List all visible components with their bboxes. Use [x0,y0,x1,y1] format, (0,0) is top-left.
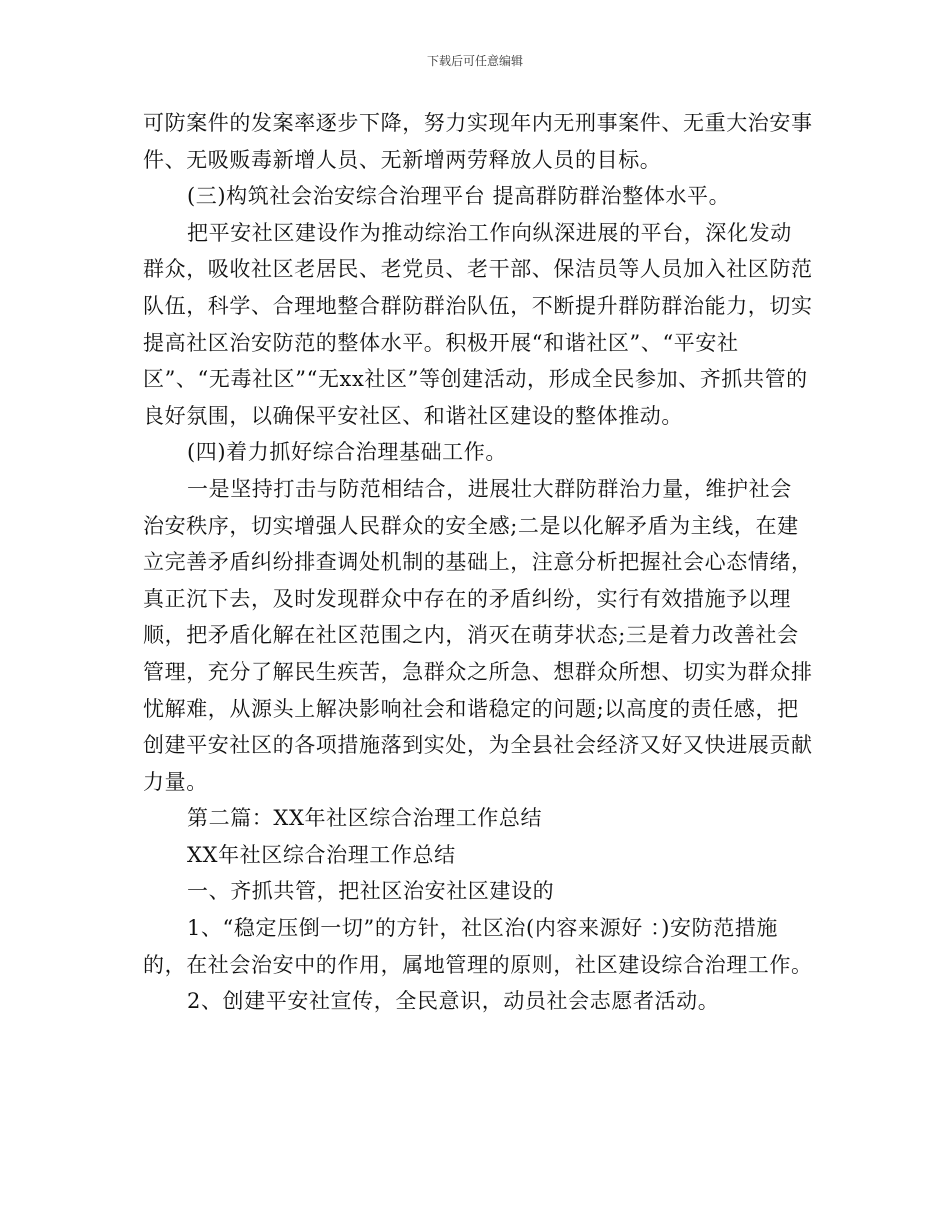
list-item-1: 1、“稳定压倒一切”的方针，社区治(内容来源好 ：)安防范措施的，在社会治安中的作用，属地管理的原则，社区建设综合治理工作。 [143,916,813,977]
chapter-title: 第二篇：XX年社区综合治理工作总结 [187,806,543,831]
paragraph-basic-work: 一是坚持打击与防范相结合，进展壮大群防群治力量，维护社会治安秩序，切实增强人民群众的安全感;二是以化解矛盾为主线，在建立完善矛盾纠纷排查调处机制的基础上，注意分析把握社会心态情绪，真正沉下去，及时发现群众中存在的矛盾纠纷，实行有效措施予以理顺，把矛盾化解在社区范围之内，消灭在萌芽状态;三是着力改善社会管理，充分了解民生疾苦，急群众之所急、想群众所想、切实为群众排忧解难，从源头上解决影响社会和谐稳定的问题;以高度的责任感，把创建平安社区的各项措施落到实处，为全县社会经济又好又快进展贡献力量。 [143,476,813,794]
document-body [143,105,813,1020]
paragraph-continuation: 可防案件的发案率逐步下降，努力实现年内无刑事案件、无重大治安事件、无吸贩毒新增人员、无新增两劳释放人员的目标。 [143,111,813,172]
summary-title: XX年社区综合治理工作总结 [187,842,456,867]
list-heading-1: 一、齐抓共管，把社区治安社区建设的 [187,879,555,904]
section-heading-3: (三)构筑社会治安综合治理平台 提高群防群治整体水平。 [187,184,731,209]
section-heading-4: (四)着力抓好综合治理基础工作。 [187,440,507,465]
page-header: 下载后可任意编辑 [426,54,523,68]
list-item-2: 2、创建平安社宣传，全民意识，动员社会志愿者活动。 [187,989,720,1014]
paragraph-platform: 把平安社区建设作为推动综治工作向纵深进展的平台，深化发动群众，吸收社区老居民、老党员、老干部、保洁员等人员加入社区防范队伍，科学、合理地整合群防群治队伍，不断提升群防群治能力，切实提高社区治安防范的整体水平。积极开展“和谐社区”、“平安社区”、“无毒社区”“无xx社区”等创建活动，形成全民参加、齐抓共管的良好氛围，以确保平安社区、和谐社区建设的整体推动。 [143,220,813,428]
